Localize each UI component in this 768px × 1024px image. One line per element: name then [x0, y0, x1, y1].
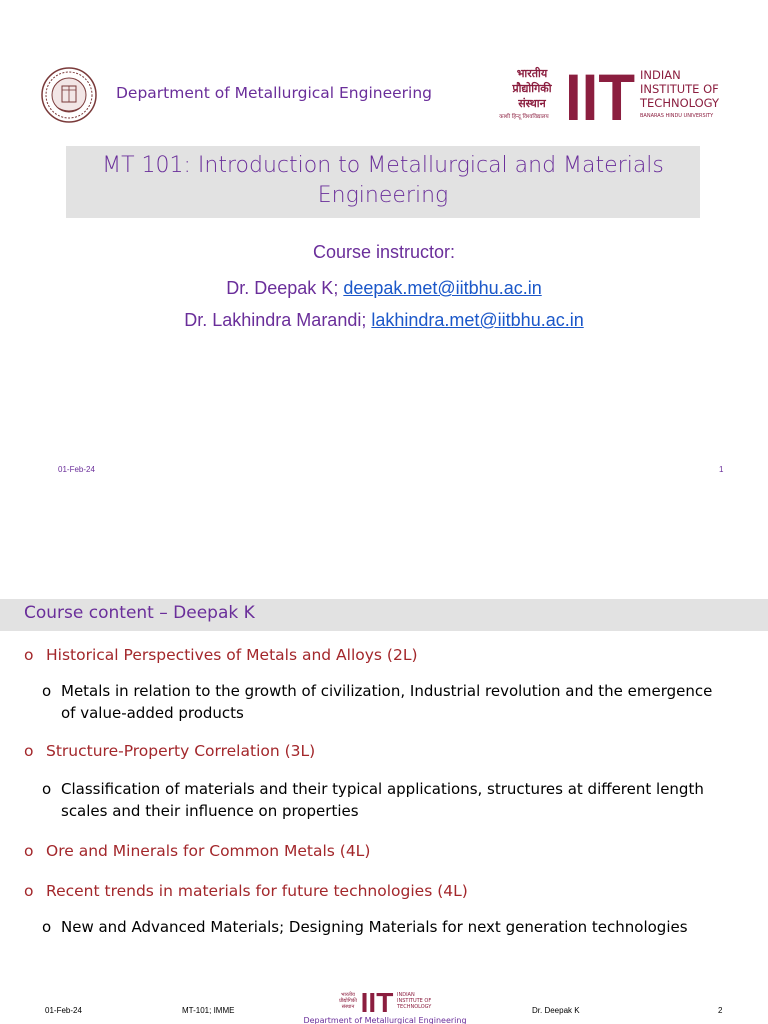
logo-eng-1: INDIAN — [640, 68, 681, 82]
topic-4-detail-text: New and Advanced Materials; Designing Materials for next generation technologies — [61, 918, 688, 936]
bhu-seal-icon — [40, 66, 98, 124]
logo-eng-2: INSTITUTE OF — [640, 82, 719, 96]
footer-logo-eng-2: INSTITUTE OF — [397, 998, 432, 1004]
topic-2-detail-text: Classification of materials and their typical applications, structures at different length scales and their influence on properties — [61, 780, 704, 820]
logo-hindi-1: भारतीय — [516, 67, 548, 80]
bullet-marker: o — [24, 646, 34, 664]
instructor-1-name: Dr. Deepak K; — [226, 278, 344, 298]
topic-4-detail — [42, 916, 742, 938]
topic-4-text: Recent trends in materials for future technologies (4L) — [46, 882, 468, 900]
topic-3-text: Ore and Minerals for Common Metals (4L) — [46, 842, 371, 860]
instructor-2 — [0, 310, 768, 331]
iit-bhu-logo — [482, 64, 730, 124]
bullet-marker: o — [42, 780, 52, 798]
instructor-1 — [0, 278, 768, 299]
instructor-1-email-link[interactable]: deepak.met@iitbhu.ac.in — [343, 278, 542, 298]
footer-logo-eng-1: INDIAN — [397, 992, 415, 998]
topic-2-text: Structure-Property Correlation (3L) — [46, 742, 316, 760]
logo-hindi-sub: काशी हिन्दू विश्वविद्यालय — [499, 114, 549, 120]
logo-iit-mark: IIT — [565, 64, 635, 124]
topic-4 — [24, 882, 468, 900]
bullet-marker: o — [42, 918, 52, 936]
footer-logo-mark: IIT — [360, 988, 394, 1018]
slide-1-page-number: 1 — [719, 465, 724, 474]
footer-department: Department of Metallurgical Engineering — [303, 1016, 467, 1024]
footer-logo-hindi-2: प्रौद्योगिकी — [339, 998, 357, 1004]
course-title-box — [66, 146, 700, 218]
bullet-marker: o — [24, 742, 34, 760]
slide-2-footer-course: MT-101; IMME — [182, 1006, 235, 1015]
topic-1-text: Historical Perspectives of Metals and Alloys (2L) — [46, 646, 418, 664]
topic-2-detail — [42, 778, 742, 822]
footer-iit-logo — [300, 988, 470, 1024]
instructor-heading: Course instructor: — [312, 242, 456, 262]
department-name: Department of Metallurgical Engineering — [116, 84, 433, 102]
course-title-line-1: MT 101: Introduction to Metallurgical and Materials — [102, 153, 664, 178]
bullet-marker: o — [42, 682, 52, 700]
logo-hindi-3: संस्थान — [518, 97, 546, 110]
instructor-2-name: Dr. Lakhindra Marandi; — [184, 310, 372, 330]
topic-1-detail — [42, 680, 742, 724]
footer-logo-hindi-1: भारतीय — [341, 992, 355, 998]
topic-2 — [24, 742, 315, 760]
footer-logo-hindi-3: संस्थान — [341, 1004, 355, 1010]
slide-2-page-number: 2 — [718, 1006, 723, 1015]
bullet-marker: o — [24, 842, 34, 860]
slide-2-title: Course content – Deepak K — [24, 603, 255, 623]
footer-logo-eng-3: TECHNOLOGY — [397, 1004, 432, 1010]
slide-separator — [0, 540, 768, 576]
bullet-marker: o — [24, 882, 34, 900]
slide-2-footer-date: 01-Feb-24 — [45, 1006, 82, 1015]
logo-eng-3: TECHNOLOGY — [640, 96, 720, 110]
instructor-2-email-link[interactable]: lakhindra.met@iitbhu.ac.in — [371, 310, 584, 330]
logo-hindi-2: प्रौद्योगिकी — [512, 82, 552, 95]
topic-1-detail-text: Metals in relation to the growth of civilization, Industrial revolution and the emergence of value-added products — [61, 682, 713, 722]
slide-1-date: 01-Feb-24 — [58, 465, 95, 474]
topic-1 — [24, 646, 418, 664]
slide-2-footer-author: Dr. Deepak K — [532, 1006, 580, 1015]
topic-3 — [24, 842, 370, 860]
slide-2 — [0, 576, 768, 1024]
course-title-line-2: Engineering — [317, 183, 449, 208]
logo-eng-sub: BANARAS HINDU UNIVERSITY — [640, 113, 714, 119]
